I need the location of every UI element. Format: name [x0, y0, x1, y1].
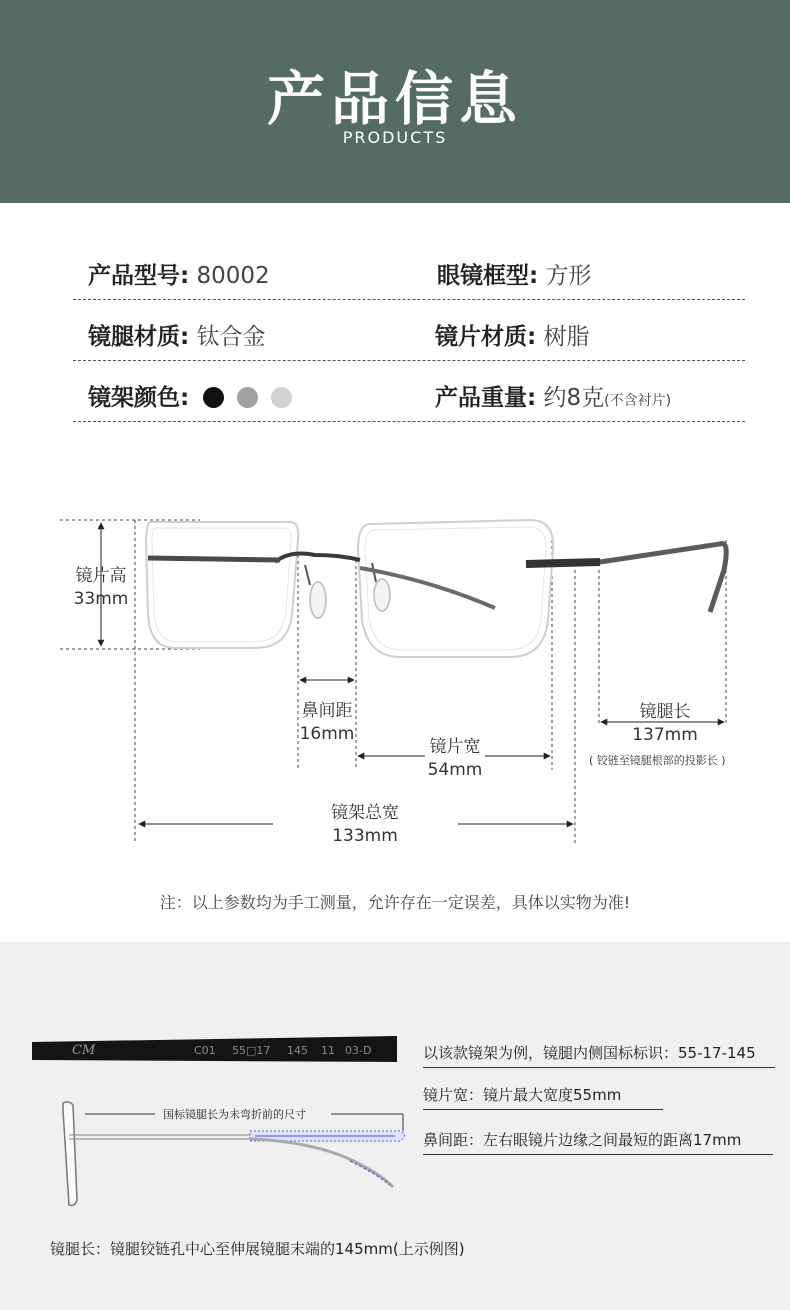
spec-lens-material: [435, 318, 590, 351]
temple-inner-print: [32, 1036, 397, 1062]
standard-line-2: 镜片宽：镜片最大宽度55mm: [423, 1084, 663, 1110]
spec-row-2: [73, 300, 745, 361]
lens-height-dimension: [70, 565, 132, 611]
header-banner: [0, 0, 790, 203]
spec-label: 镜腿材质:: [88, 324, 190, 350]
temple-length-diagram: [55, 1095, 415, 1215]
lens-width-value: 54mm: [427, 760, 483, 780]
temple-logo: CM: [72, 1043, 96, 1058]
measurement-footnote: 注：以上参数均为手工测量，允许存在一定误差，具体以实物为准!: [159, 893, 631, 912]
spec-weight: [435, 379, 671, 412]
total-width-value: 133mm: [332, 826, 398, 846]
page-title: 产品信息: [266, 65, 523, 133]
lens-height-label: 镜片高: [75, 566, 127, 586]
spec-row-1: [73, 239, 745, 300]
bridge-dimension: [294, 700, 360, 746]
spec-note: (不含衬片): [604, 393, 672, 409]
temple-print-num: 11: [321, 1044, 335, 1057]
standard-line-4: 镜腿长：镜腿铰链孔中心至伸展镜腿末端的145mm(上示例图): [50, 1240, 465, 1258]
standard-line-1: 以该款镜架为例，镜腿内侧国标标识：55-17-145: [423, 1042, 775, 1068]
spec-label: 镜片材质:: [435, 324, 537, 350]
lens-width-dimension: [415, 736, 495, 782]
spec-color: [88, 379, 292, 412]
temple-length-value: 137mm: [632, 725, 698, 745]
page-subtitle: PRODUCTS: [342, 128, 448, 147]
spec-frame-shape: [437, 257, 592, 290]
color-swatch-light-gray: [271, 387, 292, 408]
color-swatch-gray: [237, 387, 258, 408]
spec-label: 眼镜框型:: [437, 263, 539, 289]
temple-length-dimension: [620, 701, 710, 747]
bridge-label: 鼻间距: [301, 701, 353, 721]
spec-temple-material: [88, 318, 266, 351]
temple-print-size: 55□17: [232, 1044, 271, 1057]
spec-model: [88, 257, 270, 290]
temple-print-suffix: 03-D: [345, 1044, 372, 1057]
spec-value: 约8克: [543, 385, 605, 411]
spec-value: 80002: [196, 263, 270, 289]
lens-height-value: 33mm: [73, 589, 129, 609]
temple-length-label: 镜腿长: [639, 702, 691, 722]
temple-print-code: C01: [194, 1044, 216, 1057]
total-width-label: 镜架总宽: [331, 803, 399, 823]
spec-label: 产品型号:: [88, 263, 190, 289]
temple-print-length: 145: [287, 1044, 308, 1057]
spec-value: 方形: [545, 263, 592, 289]
lens-width-label: 镜片宽: [429, 737, 481, 757]
total-width-dimension: [320, 802, 410, 848]
bridge-value: 16mm: [299, 724, 355, 744]
spec-value: 钛合金: [196, 324, 266, 350]
spec-row-3: [73, 361, 745, 422]
spec-label: 镜架颜色:: [88, 385, 190, 411]
standard-line-3: 鼻间距：左右眼镜片边缘之间最短的距离17mm: [423, 1129, 773, 1155]
temple-length-note: ( 铰链至镜腿根部的投影长 ): [589, 754, 726, 767]
temple-diagram-caption: 国标镜腿长为未弯折前的尺寸: [163, 1108, 306, 1121]
spec-label: 产品重量:: [435, 385, 537, 411]
spec-value: 树脂: [543, 324, 590, 350]
color-swatch-black: [203, 387, 224, 408]
